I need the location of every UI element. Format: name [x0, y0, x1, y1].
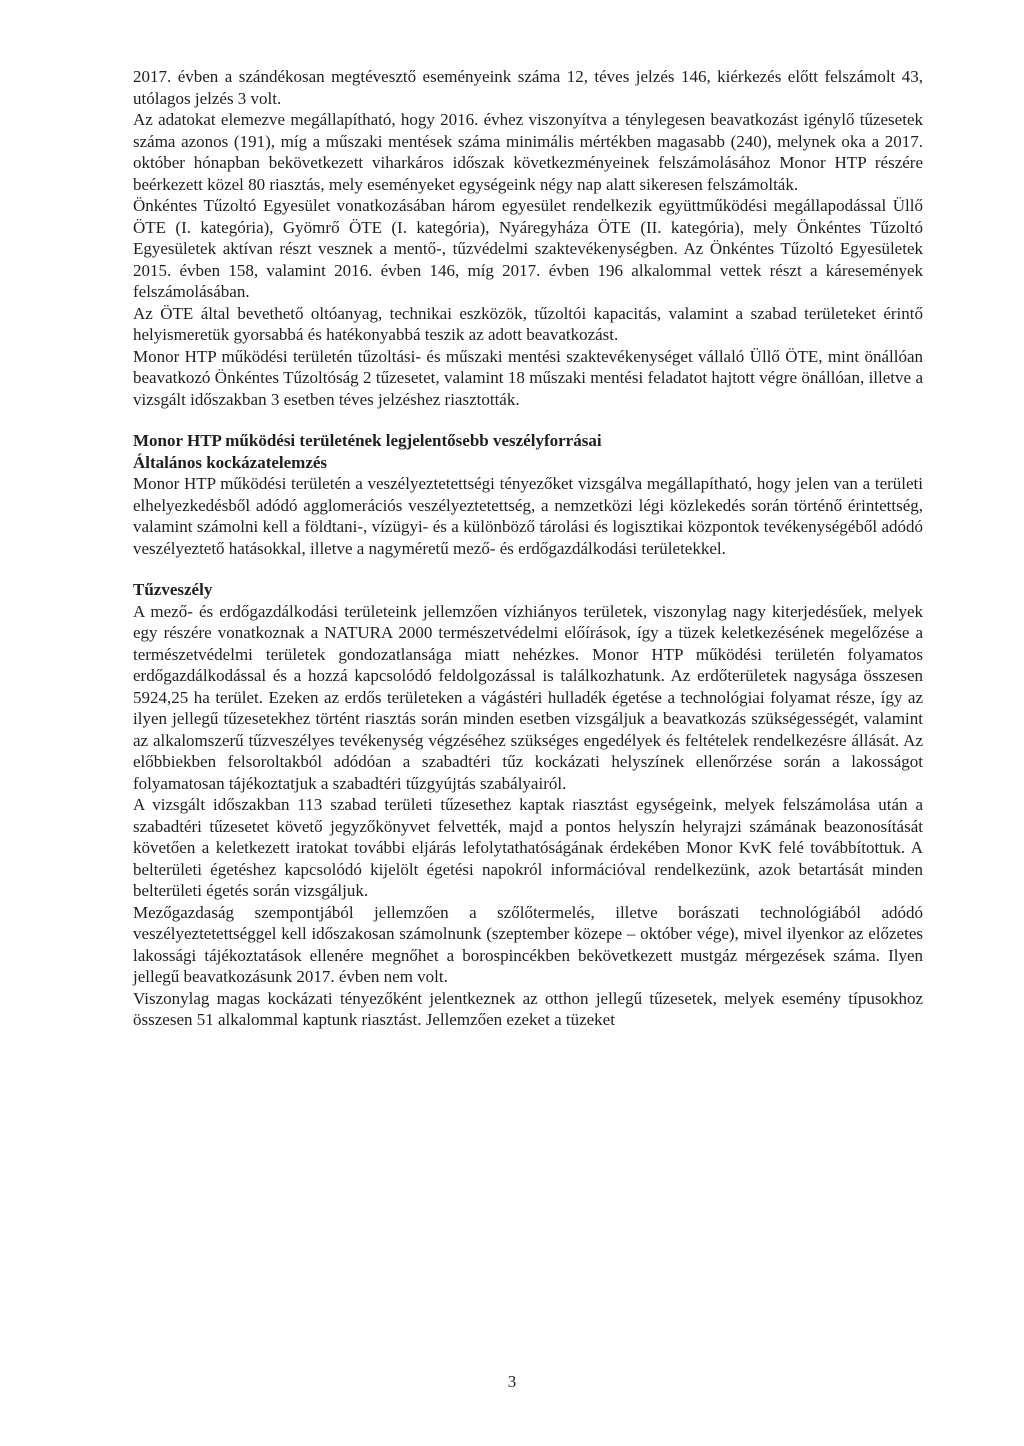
- paragraph-open-area-fires: A vizsgált időszakban 113 szabad területi tűzesethez kaptak riasztást egységeink, melyek felszámolása után a szabadtéri tűzesetet követő jegyzőkönyvet felvették, majd a pontos helyszín helyrajzi számának beazonosítását követően a keletkezett iratokat további eljárás lefolytathatóságának érdekében Monor KvK felé továbbítottuk. A belterületi égetéshez kapcsolódó kijelölt égetési napokról információval rendelkezünk, azok betartását minden belterületi égetés során vizsgáljuk.: [133, 795, 923, 900]
- paragraph-data-analysis: Az adatokat elemezve megállapítható, hogy 2016. évhez viszonyítva a ténylegesen beavatkozást igénylő tűzesetek száma azonos (191), míg a műszaki mentések száma minimális mértékben magasabb (240), melynek oka a 2017. október hónapban bekövetkezett viharkáros időszak következményeinek felszámolásához Monor HTP részére beérkezett közel 80 riasztás, mely eseményeket egységeink négy nap alatt sikeresen felszámolták.: [133, 110, 923, 194]
- paragraph-ullo-ote: Monor HTP működési területén tűzoltási- és műszaki mentési szaktevékenységet vállaló Üllő ÖTE, mint önállóan beavatkozó Önkéntes Tűzoltóság 2 tűzesetet, valamint 18 műszaki mentési feladatot hajtott végre önállóan, illetve a vizsgált időszakban 3 esetben téves jelzéshez riasztották.: [133, 346, 923, 409]
- section-spacer: [133, 410, 923, 430]
- subsection-heading-fire-hazard: Tűzveszély: [133, 580, 213, 599]
- paragraph-risk-analysis: Monor HTP működési területén a veszélyeztetettségi tényezőket vizsgálva megállapítható, hogy jelen van a területi elhelyezkedésből adódó agglomerációs veszélyeztetettség, a nemzetközi légi közlekedés során történő érintettség, valamint számolni kell a földtani-, vízügyi- és a különböző tárolási és logisztikai központok tevékenységéből adódó veszélyeztető hatásokkal, illetve a nagyméretű mező- és erdőgazdálkodási területekkel.: [133, 474, 923, 558]
- paragraph-home-fires: Viszonylag magas kockázati tényezőként jelentkeznek az otthon jellegű tűzesetek, melyek esemény típusokhoz összesen 51 alkalommal kaptunk riasztást. Jellemzően ezeket a tüzeket: [133, 988, 923, 1029]
- paragraph-agriculture: Mezőgazdaság szempontjából jellemzően a szőlőtermelés, illetve borászati technológiából adódó veszélyeztetettséggel kell időszakosan számolnunk (szeptember közepe – október vége), mivel ilyenkor az előzetes lakossági tájékoztatások ellenére megnőhet a borospincékben bekövetkezett mustgáz mérgezések száma. Ilyen jellegű beavatkozásunk 2017. évben nem volt.: [133, 902, 923, 986]
- paragraph-ote-resources: Az ÖTE által bevethető oltóanyag, technikai eszközök, tűzoltói kapacitás, valamint a szabad területeket érintő helyismeretük gyorsabbá és hatékonyabbá teszik az adott beavatkozást.: [133, 303, 923, 344]
- paragraph-forest-areas: A mező- és erdőgazdálkodási területeink jellemzően vízhiányos területek, viszonylag nagy kiterjedésűek, melyek egy részére vonatkoznak a NATURA 2000 természetvédelmi előírások, így a tüzek keletkezésének megelőzése a természetvédelmi területek gondozatlansága miatt nehézkes. Monor HTP működési területén folyamatos erdőgazdálkodással és a hozzá kapcsolódó feldolgozással is találkozhatunk. Az erdőterületek nagysága összesen 5924,25 ha terület. Ezeken az erdős területeken a vágástéri hulladék égetése a technológiai folyamat része, így az ilyen jellegű tűzesetekhez történt riasztás során minden esetben vizsgáljuk a beavatkozás szükségességét, valamint az alkalomszerű tűzveszélyes tevékenység végzéséhez szükséges engedélyek és feltételek rendelkezésre állását. Az előbbiekben felsoroltakból adódóan a szabadtéri tűz kockázati helyszínek ellenőrzése során a lakosságot folyamatosan tájékoztatjuk a szabadtéri tűzgyújtás szabályairól.: [133, 601, 923, 793]
- page-number: 3: [507, 1372, 517, 1391]
- paragraph-volunteer-associations: Önkéntes Tűzoltó Egyesület vonatkozásában három egyesület rendelkezik együttműködési megállapodással Üllő ÖTE (I. kategória), Gyömrő ÖTE (I. kategória), Nyáregyháza ÖTE (II. kategória), mely Önkéntes Tűzoltó Egyesületek aktívan részt vesznek a mentő-, tűzvédelmi szaktevékenységben. Az Önkéntes Tűzoltó Egyesületek 2015. évben 158, valamint 2016. évben 146, míg 2017. évben 196 alkalommal vettek részt a káresemények felszámolásában.: [133, 196, 923, 301]
- document-body: [133, 66, 923, 1031]
- section-heading-hazards: Monor HTP működési területének legjelentősebb veszélyforrásai: [133, 431, 602, 450]
- section-spacer: [133, 559, 923, 579]
- subsection-heading-risk-analysis: Általános kockázatelemzés: [133, 452, 328, 472]
- paragraph-false-alarms: 2017. évben a szándékosan megtévesztő eseményeink száma 12, téves jelzés 146, kiérkezés előtt felszámolt 43, utólagos jelzés 3 volt.: [133, 67, 923, 108]
